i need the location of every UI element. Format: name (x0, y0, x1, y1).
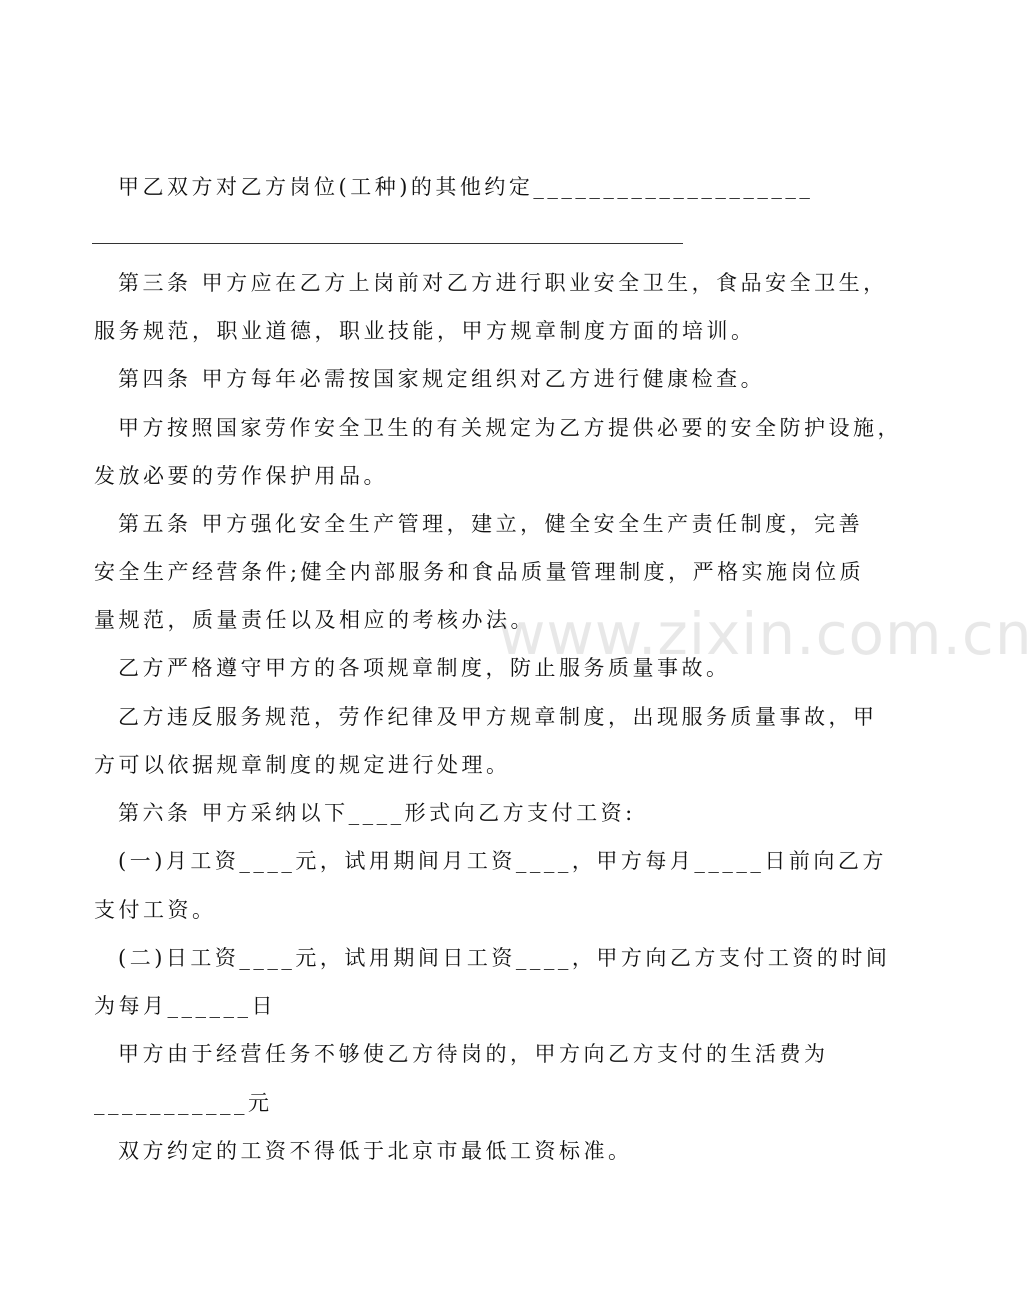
violation-paragraph-line-1: 乙方违反服务规范，劳作纪律及甲方规章制度，出现服务质量事故，甲 (118, 705, 878, 729)
monthly-wage-line-1: (一)月工资____元，试用期间月工资____，甲方每月_____日前向乙方 (118, 849, 887, 873)
minimum-wage-paragraph: 双方约定的工资不得低于北京市最低工资标准。 (118, 1139, 633, 1163)
compliance-paragraph: 乙方严格遵守甲方的各项规章制度，防止服务质量事故。 (118, 656, 731, 680)
article-3-line-2: 服务规范，职业道德，职业技能，甲方规章制度方面的培训。 (94, 319, 756, 343)
daily-wage-line-2: 为每月______日 (94, 994, 276, 1018)
article-4: 第四条 甲方每年必需按国家规定组织对乙方进行健康检查。 (118, 367, 766, 391)
watermark: www.zixin.com.cn (498, 600, 1033, 668)
article-3-line-1: 第三条 甲方应在乙方上岗前对乙方进行职业安全卫生，食品安全卫生， (118, 271, 888, 295)
violation-paragraph-line-2: 方可以依据规章制度的规定进行处理。 (94, 753, 511, 777)
article-5-line-2: 安全生产经营条件;健全内部服务和食品质量管理制度，严格实施岗位质 (94, 560, 865, 584)
article-6: 第六条 甲方采纳以下____形式向乙方支付工资: (118, 801, 636, 825)
monthly-wage-line-2: 支付工资。 (94, 898, 217, 922)
daily-wage-line-1: (二)日工资____元，试用期间日工资____，甲方向乙方支付工资的时间 (118, 946, 891, 970)
blank-underline (92, 243, 683, 244)
safety-paragraph-line-2: 发放必要的劳作保护用品。 (94, 464, 388, 488)
standby-allowance-line-2: ___________元 (94, 1091, 273, 1115)
safety-paragraph-line-1: 甲方按照国家劳作安全卫生的有关规定为乙方提供必要的安全防护设施， (118, 416, 902, 440)
article-5-line-1: 第五条 甲方强化安全生产管理，建立，健全安全生产责任制度，完善 (118, 512, 864, 536)
paragraph-other-agreement: 甲乙双方对乙方岗位(工种)的其他约定____________________ (118, 175, 814, 199)
standby-allowance-line-1: 甲方由于经营任务不够使乙方待岗的，甲方向乙方支付的生活费为 (118, 1042, 829, 1066)
article-5-line-3: 量规范，质量责任以及相应的考核办法。 (94, 608, 535, 632)
